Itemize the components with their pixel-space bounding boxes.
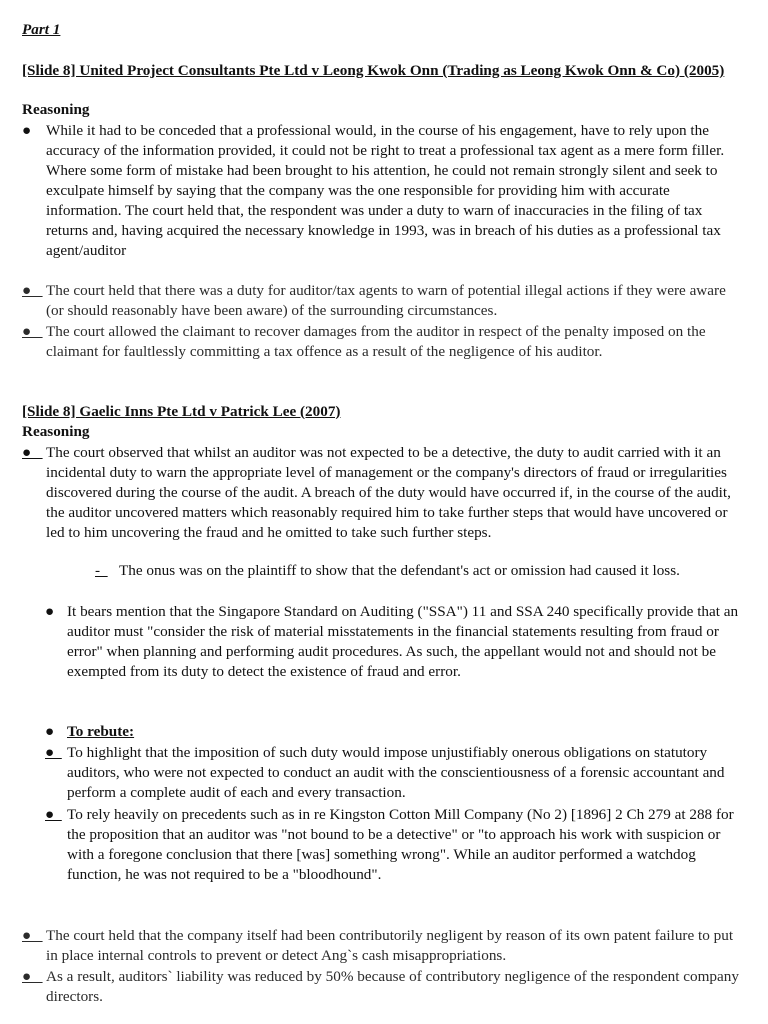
bullet-text: To rely heavily on precedents such as in re Kingston Cotton Mill Company (No 2) [1896] 2 Ch 279 at 288 for the proposition that an auditor was "not bound to be a detective" or "to approach his work with suspicion or with a foregone conclusion that there [was] something wrong". While an auditor performed a watchdog function, he was not required to be a "bloodhound". <box>67 806 734 883</box>
rebut-label: To rebute: <box>67 723 135 740</box>
case2-rebut-item-2 <box>45 805 745 885</box>
dash-marker: - <box>95 562 108 579</box>
case1-title: [Slide 8] United Project Consultants Pte Ltd v Leong Kwok Onn (Trading as Leong Kwok Onn & Co) (2005) <box>22 62 725 79</box>
bullet-text: To highlight that the imposition of such duty would impose unjustifiably onerous obligations on statutory auditors, who were not expected to conduct an audit with the conscientiousness of a forensic accountant and perform a complete audit of each and every transaction. <box>67 744 725 801</box>
bullet-text: As a result, auditors` liability was reduced by 50% because of contributory negligence of the respondent company directors. <box>46 968 739 1005</box>
case2-bullet-1 <box>22 443 744 543</box>
dash-text: The onus was on the plaintiff to show that the defendant's act or omission had caused it loss. <box>119 562 680 579</box>
bullet-marker: ● <box>45 723 55 740</box>
case2-rebut-heading <box>45 722 745 742</box>
bullet-marker: ● <box>45 806 62 823</box>
bullet-text: It bears mention that the Singapore Standard on Auditing ("SSA") 11 and SSA 240 specifically provide that an auditor must "consider the risk of material misstatements in the financial statements resulting from fraud or error" when planning and performing audit procedures. As such, the appellant would not and should not be exempted from its duty to detect the existence of fraud and error. <box>67 603 739 680</box>
case2-title: [Slide 8] Gaelic Inns Pte Ltd v Patrick Lee (2007) <box>22 403 341 420</box>
bullet-text: While it had to be conceded that a professional would, in the course of his engagement, have to rely upon the accuracy of the information provided, it could not be right to treat a professional tax agent as a mere form filler. Where some form of mistake had been brought to his attention, he could not remain strongly silent and seek to exculpate himself by saying that the company was the one responsible for providing him with accurate information. The court held that, the respondent was under a duty to warn of inaccuracies in the filing of tax returns and, having acquired the necessary knowledge in 1993, was in breach of his duties as a professional tax agent/auditor <box>46 122 725 259</box>
case2-dash-item <box>95 561 745 581</box>
case2-final-bullet-2 <box>22 967 744 1007</box>
case2-ssa-item <box>45 602 745 682</box>
case1-bullet-2 <box>22 281 744 321</box>
bullet-text: The court observed that whilst an auditor was not expected to be a detective, the duty to audit carried with it an incidental duty to warn the appropriate level of management or the company's directors of fraud or irregularities discovered during the course of the audit. A breach of the duty would have occurred if, in the course of the audit, the auditor uncovered matters which reasonably required him to take further steps that would have uncovered or led to him uncovering the fraud and he omitted to take such further steps. <box>46 444 731 541</box>
bullet-marker: ● <box>22 122 32 139</box>
bullet-marker: ● <box>45 744 62 761</box>
case2-reasoning-heading: Reasoning <box>22 423 90 440</box>
bullet-marker: ● <box>22 323 43 340</box>
case1-bullet-3 <box>22 322 744 362</box>
bullet-marker: ● <box>22 968 43 985</box>
bullet-marker: ● <box>22 927 43 944</box>
case1-bullet-1 <box>22 121 744 261</box>
bullet-marker: ● <box>22 444 43 461</box>
bullet-text: The court allowed the claimant to recover damages from the auditor in respect of the penalty imposed on the claimant for faultlessly committing a tax offence as a result of the negligence of his auditor. <box>46 323 706 360</box>
case2-rebut-item-1 <box>45 743 745 803</box>
bullet-text: The court held that there was a duty for auditor/tax agents to warn of potential illegal actions if they were aware (or should reasonably have been aware) of the surrounding circumstances. <box>46 282 726 319</box>
part-heading: Part 1 <box>22 21 61 38</box>
case1-reasoning-heading: Reasoning <box>22 101 90 118</box>
case2-final-bullet-1 <box>22 926 744 966</box>
bullet-marker: ● <box>22 282 43 299</box>
bullet-text: The court held that the company itself had been contributorily negligent by reason of its own patent failure to put in place internal controls to prevent or detect Ang`s cash misappropriations. <box>46 927 734 964</box>
bullet-marker: ● <box>45 603 55 620</box>
